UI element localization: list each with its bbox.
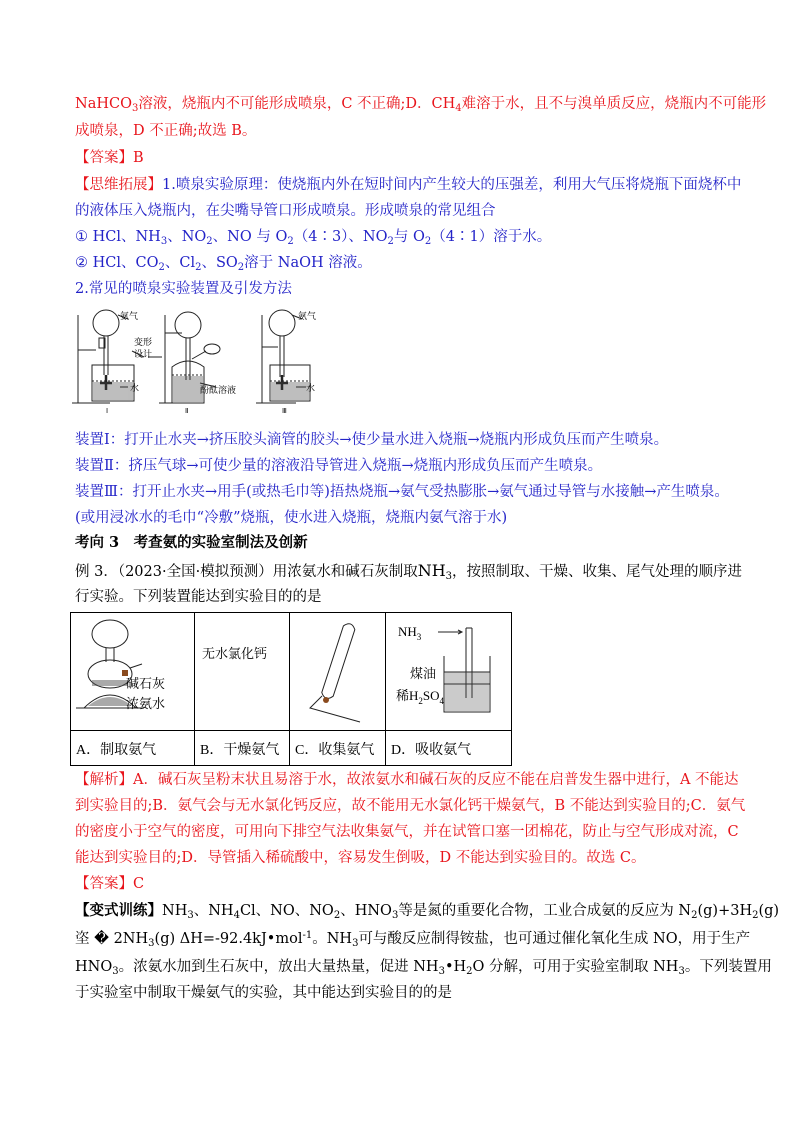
caption-b: B．干燥氨气 (200, 743, 280, 758)
extension-item2: 2.常见的喷泉实验装置及引发方法 (75, 281, 292, 297)
extension-line1: 【思维拓展】1.喷泉实验原理：使烧瓶内外在短时间内产生较大的压强差，利用大气压将烧瓶下面烧杯中 (75, 177, 742, 193)
label-ammonia-water: 浓氨水 (126, 696, 166, 711)
label-deform: 变形 (134, 337, 153, 347)
analysis2-line4: 能达到实验目的;D．导管插入稀硫酸中，容易发生倒吸，D 不能达到实验目的。故选 C。 (75, 850, 646, 866)
label-design: 设计 (134, 349, 153, 359)
analysis2-line3: 的密度小于空气的密度，可用向下排空气法收集氨气，并在试管口塞一团棉花，防止与空气形成对流，C (75, 824, 739, 840)
device-3-line2: (或用浸冰水的毛巾“冷敷”烧瓶，使水进入烧瓶，烧瓶内氨气溶于水) (75, 510, 508, 526)
label-lime: 碱石灰 (126, 676, 166, 691)
test-tube-drawing (310, 622, 360, 722)
example-line1: 例 3．（2023·全国·模拟预测）用浓氨水和碱石灰制取$NH_3$，按照制取、干燥、收集、尾气处理的顺序进 (75, 561, 743, 582)
fountain-apparatus-diagram (70, 305, 320, 415)
options-table-grid (70, 612, 512, 766)
variant-line4: 于实验室中制取干燥氨气的实验，其中能达到实验目的的是 (75, 985, 452, 1001)
device-2: 装置Ⅱ：挤压气球→可使少量的溶液沿导管进入烧瓶→烧瓶内形成负压而产生喷泉。 (75, 458, 603, 474)
extension-combo2: ② HCl、$CO_2$、$Cl_2$、$SO_2$溶于 NaOH 溶液。 (75, 255, 372, 273)
label-phenol: 酚酞溶液 (200, 385, 237, 395)
answer-2: 【答案】C (75, 876, 145, 892)
variant-label: 【变式训练】 (75, 902, 162, 919)
kipp-generator-drawing (76, 620, 144, 708)
numeral-3: Ⅲ (282, 407, 287, 415)
device-1: 装置Ⅰ：打开止水夹→挤压胶头滴管的胶头→使少量水进入烧瓶→烧瓶内形成负压而产生喷泉。 (75, 432, 669, 448)
options-table (70, 612, 512, 766)
label-water-1: 水 (130, 383, 140, 393)
label-water-3: 水 (306, 383, 316, 393)
fountain-apparatus-figure (70, 305, 320, 415)
analysis2-line1: 【解析】A．碱石灰呈粉末状且易溶于水，故浓氨水和碱石灰的反应不能在启普发生器中进行，A 不能达 (75, 772, 739, 788)
extension-label: 【思维拓展】 (75, 177, 162, 193)
section-heading: 考向 3 考查氨的实验室制法及创新 (75, 534, 308, 551)
extension-line2: 的液体压入烧瓶内，在尖嘴导管口形成喷泉。形成喷泉的常见组合 (75, 203, 496, 219)
variant-line2: 垐 � $2NH_3(g)$ ΔH=-92.4kJ•mol$^{-1}$。$NH_3$可与酸反应制得铵盐，也可通过催化氧化生成 NO，用于生产 (75, 930, 751, 949)
example-line2: 行实验。下列装置能达到实验目的的是 (75, 589, 322, 605)
analysis-continued-line2: 成喷泉，D 不正确;故选 B。 (75, 123, 257, 139)
analysis2-line2: 到实验目的;B．氨气会与无水氯化钙反应，故不能用无水氯化钙干燥氨气，B 不能达到实验目的;C．氨气 (75, 798, 746, 814)
numeral-1: Ⅰ (106, 407, 109, 415)
label-cacl2: 无水氯化钙 (202, 646, 268, 661)
device-3-line1: 装置Ⅲ：打开止水夹→用手(或热毛巾等)捂热烧瓶→氨气受热膨胀→氨气通过导管与水接触→产生喷泉。 (75, 484, 729, 500)
label-ammonia-1: 氨气 (120, 311, 139, 321)
analysis-continued-line1: NaHCO$_3$溶液，烧瓶内不可能形成喷泉，C 不正确;D．$CH_4$难溶于水，且不与溴单质反应，烧瓶内不可能形 (75, 96, 767, 114)
extension-combo1: ① HCl、$NH_3$、$NO_2$、NO 与 $O_2(4∶3)$、$NO_2$与 $O_2(4∶1)$溶于水。 (75, 229, 552, 247)
variant-line3: $HNO_3$。浓氨水加到生石灰中，放出大量热量，促进 $NH_3•H_2O$ 分解，可用于实验室制取 $NH_3$。下列装置用 (75, 959, 772, 977)
caption-c: C．收集氨气 (295, 743, 375, 758)
label-nh3-arrow: $NH_3$ (398, 624, 422, 642)
answer-1: 【答案】B (75, 150, 144, 166)
numeral-2: Ⅱ (185, 407, 189, 415)
label-dilute-h2so4: 稀$H_2SO_4$ (396, 688, 445, 706)
variant-line1: 【变式训练】$NH_3$、$NH_4Cl$、NO、$NO_2$、$HNO_3$等是氮的重要化合物，工业合成氨的反应为 $N_2(g)+3H_2(g)$ (75, 902, 780, 921)
caption-d: D．吸收氨气 (391, 743, 472, 758)
label-ammonia-3: 氨气 (298, 311, 317, 321)
caption-a: A．制取氨气 (76, 743, 157, 758)
label-kerosene: 煤油 (410, 666, 437, 681)
